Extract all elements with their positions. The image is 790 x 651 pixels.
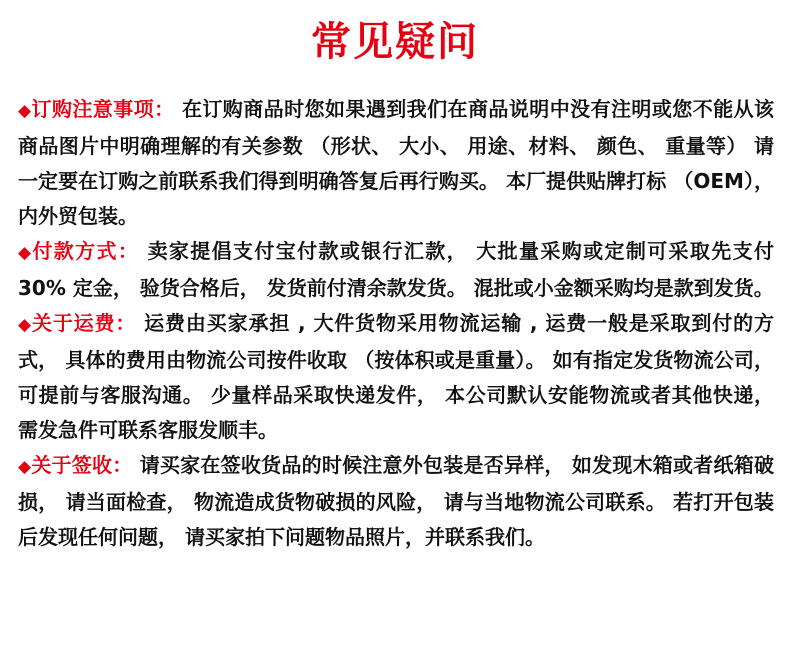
section-text: 卖家提倡支付宝付款或银行汇款， 大批量采购或定制可采取先支付 30% 定金， 验货合格后， 发货前付清余款发货。 混批或小金额采购均是款到发货。 — [18, 239, 774, 300]
section-heading: 关于运费： — [31, 311, 137, 335]
faq-section-ordering — [18, 92, 774, 234]
diamond-bullet-icon: ◆ — [18, 101, 32, 121]
section-text: 在订购商品时您如果遇到我们在商品说明中没有注明或您不能从该商品图片中明确理解的有关参数 （形状、 大小、 用途、材料、 颜色、 重量等） 请一定要在订购之前联系我们得到明确答复后再行购买。 本厂提供贴牌打标 （OEM）， 内外贸包装。 — [18, 97, 775, 228]
section-heading: 关于签收： — [31, 453, 133, 477]
diamond-bullet-icon: ◆ — [18, 315, 32, 335]
page-title: 常见疑问 — [311, 19, 479, 65]
faq-section-shipping — [18, 306, 774, 448]
section-text: 请买家在签收货品的时候注意外包装是否异样， 如发现木箱或者纸箱破损， 请当面检查， 物流造成货物破损的风险， 请与当地物流公司联系。 若打开包装后发现任何问题， 请买家拍下问题物品照片，并联系我们。 — [18, 453, 774, 549]
faq-section-payment — [18, 234, 774, 306]
faq-section-receipt — [18, 448, 774, 555]
section-heading: 付款方式： — [32, 239, 140, 263]
section-heading: 订购注意事项： — [31, 97, 175, 121]
diamond-bullet-icon: ◆ — [18, 457, 32, 477]
faq-content — [18, 92, 774, 555]
diamond-bullet-icon: ◆ — [18, 243, 33, 263]
section-text: 运费由买家承担 , 大件货物采用物流运输 , 运费一般是采取到付的方式， 具体的费用由物流公司按件收取 （按体积或是重量）。 如有指定发货物流公司， 可提前与客服沟通。 少量样品采取快递发件， 本公司默认安能物流或者其他快递， 需发急件可联系客服发顺丰。 — [18, 311, 775, 442]
